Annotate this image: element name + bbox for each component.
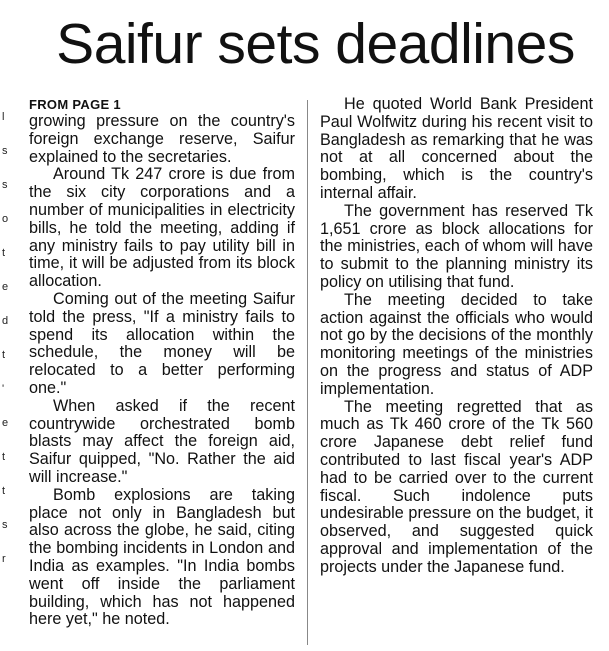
margin-mark: e — [2, 417, 9, 429]
paragraph: Around Tk 247 crore is due from the six city corporations and a number of municipalities in electricity bills, he told the meeting, adding if any ministry fails to pay utility bill in time, it will be adjusted from its block allocation. — [29, 165, 295, 291]
paragraph: growing pressure on the country's foreign exchange reserve, Saifur explained to the secretaries. — [29, 112, 295, 166]
margin-mark: s — [2, 519, 8, 531]
margin-mark: s — [2, 179, 8, 191]
margin-mark: l — [2, 111, 5, 123]
paragraph: He quoted World Bank President Paul Wolfwitz during his recent visit to Bangladesh as remarking that he was not at all concerned about the bombing, which is the country's internal affair. — [320, 95, 593, 202]
paragraph: When asked if the recent countrywide orchestrated bomb blasts may affect the foreign aid, Saifur quipped, "No. Rather the aid will increase." — [29, 396, 295, 486]
article-column-right — [320, 96, 593, 577]
margin-mark: s — [2, 145, 8, 157]
paragraph: Coming out of the meeting Saifur told the press, "If a ministry fails to spend its allocation within the schedule, the money will be relocated to a better performing one." — [29, 289, 295, 397]
column-divider — [307, 100, 308, 645]
jump-label: FROM PAGE 1 — [29, 97, 121, 112]
paragraph: The meeting decided to take action against the officials who would not go by the decisions of the monthly monitoring meetings of the ministries on the progress and status of ADP implementation. — [320, 290, 593, 398]
paragraph: The meeting regretted that as much as Tk 460 crore of the Tk 560 crore Japanese debt relief fund contributed to last fiscal year's ADP had to be carried over to the current fiscal. Such indolence puts undesirable pressure on the budget, it observed, and suggested quick approval and implementation of the projects under the Japanese fund. — [320, 397, 593, 576]
margin-mark: t — [2, 349, 6, 361]
margin-mark: t — [2, 485, 6, 497]
paragraph: The government has reserved Tk 1,651 crore as block allocations for the ministries, each of whom will have to submit to the planning ministry its policy on utilising that fund. — [320, 201, 593, 291]
margin-mark: r — [2, 553, 6, 565]
margin-mark: o — [2, 213, 9, 225]
article-column-left — [29, 96, 295, 629]
margin-mark: e — [2, 281, 9, 293]
margin-mark: ' — [2, 383, 5, 395]
paragraph: Bomb explosions are taking place not only in Bangladesh but also across the globe, he said, citing the bombing incidents in London and India as examples. "In India bombs went off inside the parliament building, which has not happened here yet," he noted. — [29, 485, 295, 629]
margin-mark: t — [2, 451, 6, 463]
adjacent-column-edge — [2, 100, 16, 576]
margin-mark: d — [2, 315, 9, 327]
headline: Saifur sets deadlines — [56, 12, 575, 76]
margin-mark: t — [2, 247, 6, 259]
